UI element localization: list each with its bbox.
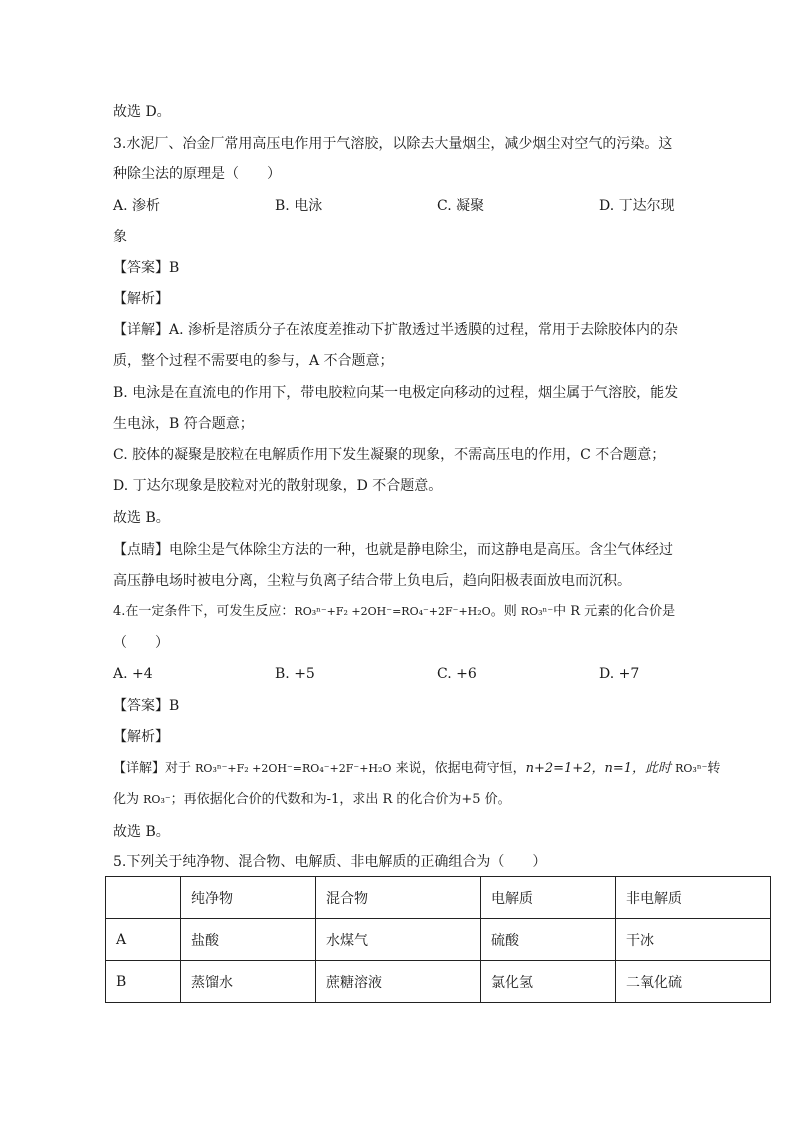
q4-detail-line2-prefix: 化为: [113, 792, 144, 807]
q4-detail-calc1: n+2=1+2，: [525, 761, 605, 776]
q4-analysis-label: 【解析】: [113, 729, 169, 745]
table-cell: 蔗糖溶液: [316, 961, 481, 1003]
q3-detail-line6: D. 丁达尔现象是胶粒对光的散射现象，D 不合题意。: [113, 478, 443, 494]
q5-stem: 5.下列关于纯净物、混合物、电解质、非电解质的正确组合为（ ）: [113, 854, 547, 870]
q4-option-d: D. +7: [599, 666, 640, 682]
q3-note-line1: 【点睛】电除尘是气体除尘方法的一种，也就是静电除尘，而这静电是高压。含尘气体经过: [113, 542, 673, 558]
q3-choose: 故选 B。: [113, 510, 170, 526]
q3-detail-line4: 生电泳，B 符合题意；: [113, 416, 254, 432]
q4-stem-suffix: 中 R 元素的化合价是: [553, 604, 676, 619]
q4-detail-line2-ion: RO₃⁻: [143, 793, 171, 806]
q4-detail-mid: 来说，依据电荷守恒，: [391, 761, 526, 776]
table-header-cell: 非电解质: [616, 877, 771, 919]
q4-option-a: A. +4: [113, 666, 153, 682]
table-cell: B: [106, 961, 181, 1003]
q4-choose: 故选 B。: [113, 824, 170, 840]
q4-stem-line1: [113, 602, 675, 622]
table-cell: 蒸馏水: [181, 961, 316, 1003]
q4-answer: 【答案】B: [113, 698, 180, 714]
q4-stem-mid: 。则: [490, 604, 521, 619]
table-cell: 干冰: [616, 919, 771, 961]
table-cell: 氯化氢: [481, 961, 616, 1003]
q3-option-d: D. 丁达尔现: [599, 198, 675, 214]
q3-option-b: B. 电泳: [275, 198, 323, 214]
table-row: [106, 961, 771, 1003]
q4-detail-calc2: n=1，此时: [604, 761, 676, 776]
q4-stem-line2: （ ）: [113, 635, 169, 651]
q3-detail-line1: 【详解】A. 渗析是溶质分子在浓度差推动下扩散透过半透膜的过程，常用于去除胶体内的杂: [113, 322, 679, 338]
q4-ion: RO₃ⁿ⁻: [520, 605, 554, 618]
q4-option-c: C. +6: [437, 666, 477, 682]
table-cell: 二氧化硫: [616, 961, 771, 1003]
table-cell: 硫酸: [481, 919, 616, 961]
table-cell: 水煤气: [316, 919, 481, 961]
table-cell: A: [106, 919, 181, 961]
q4-option-b: B. +5: [275, 666, 315, 682]
q4-equation: RO₃ⁿ⁻+F₂ +2OH⁻=RO₄⁻+2F⁻+H₂O: [294, 605, 491, 618]
q3-detail-line2: 质，整个过程不需要电的参与，A 不合题意；: [113, 353, 394, 369]
q3-option-c: C. 凝聚: [437, 198, 485, 214]
q3-analysis-label: 【解析】: [113, 291, 169, 307]
q3-note-line2: 高压静电场时被电分离，尘粒与负离子结合带上负电后，趋向阳极表面放电而沉积。: [113, 573, 631, 589]
q4-detail-line1: [113, 759, 720, 779]
table-cell: 盐酸: [181, 919, 316, 961]
q5-options-table: [105, 876, 771, 1003]
table-header-cell: 混合物: [316, 877, 481, 919]
q4-detail-equation: RO₃ⁿ⁻+F₂ +2OH⁻=RO₄⁻+2F⁻+H₂O: [195, 762, 392, 775]
table-header-cell: 电解质: [481, 877, 616, 919]
q4-detail-prefix: 【详解】对于: [113, 761, 196, 776]
q4-stem-prefix: 4.在一定条件下，可发生反应：: [113, 604, 295, 619]
q4-detail-end: 转: [707, 761, 721, 776]
q4-detail-line2-suffix: ；再依据化合价的代数和为-1，求出 R 的化合价为+5 价。: [170, 792, 511, 807]
q3-answer: 【答案】B: [113, 260, 180, 276]
q3-option-d-continued: 象: [113, 229, 127, 245]
table-header-cell: 纯净物: [181, 877, 316, 919]
q3-detail-line5: C. 胶体的凝聚是胶粒在电解质作用下发生凝聚的现象，不需高压电的作用，C 不合题意；: [113, 447, 666, 463]
q4-detail-line2: [113, 790, 511, 810]
q3-stem-line1: 3.水泥厂、冶金厂常用高压电作用于气溶胶，以除去大量烟尘，减少烟尘对空气的污染。这: [113, 136, 673, 152]
table-header-cell: [106, 877, 181, 919]
q3-detail-line3: B. 电泳是在直流电的作用下，带电胶粒向某一电极定向移动的过程，烟尘属于气溶胶，能发: [113, 385, 679, 401]
q3-option-a: A. 渗析: [113, 198, 161, 214]
table-header-row: [106, 877, 771, 919]
q4-detail-ion: RO₃ⁿ⁻: [675, 762, 708, 775]
q3-stem-line2: 种除尘法的原理是（ ）: [113, 166, 281, 182]
q2-conclusion: 故选 D。: [113, 104, 171, 120]
table-row: [106, 919, 771, 961]
